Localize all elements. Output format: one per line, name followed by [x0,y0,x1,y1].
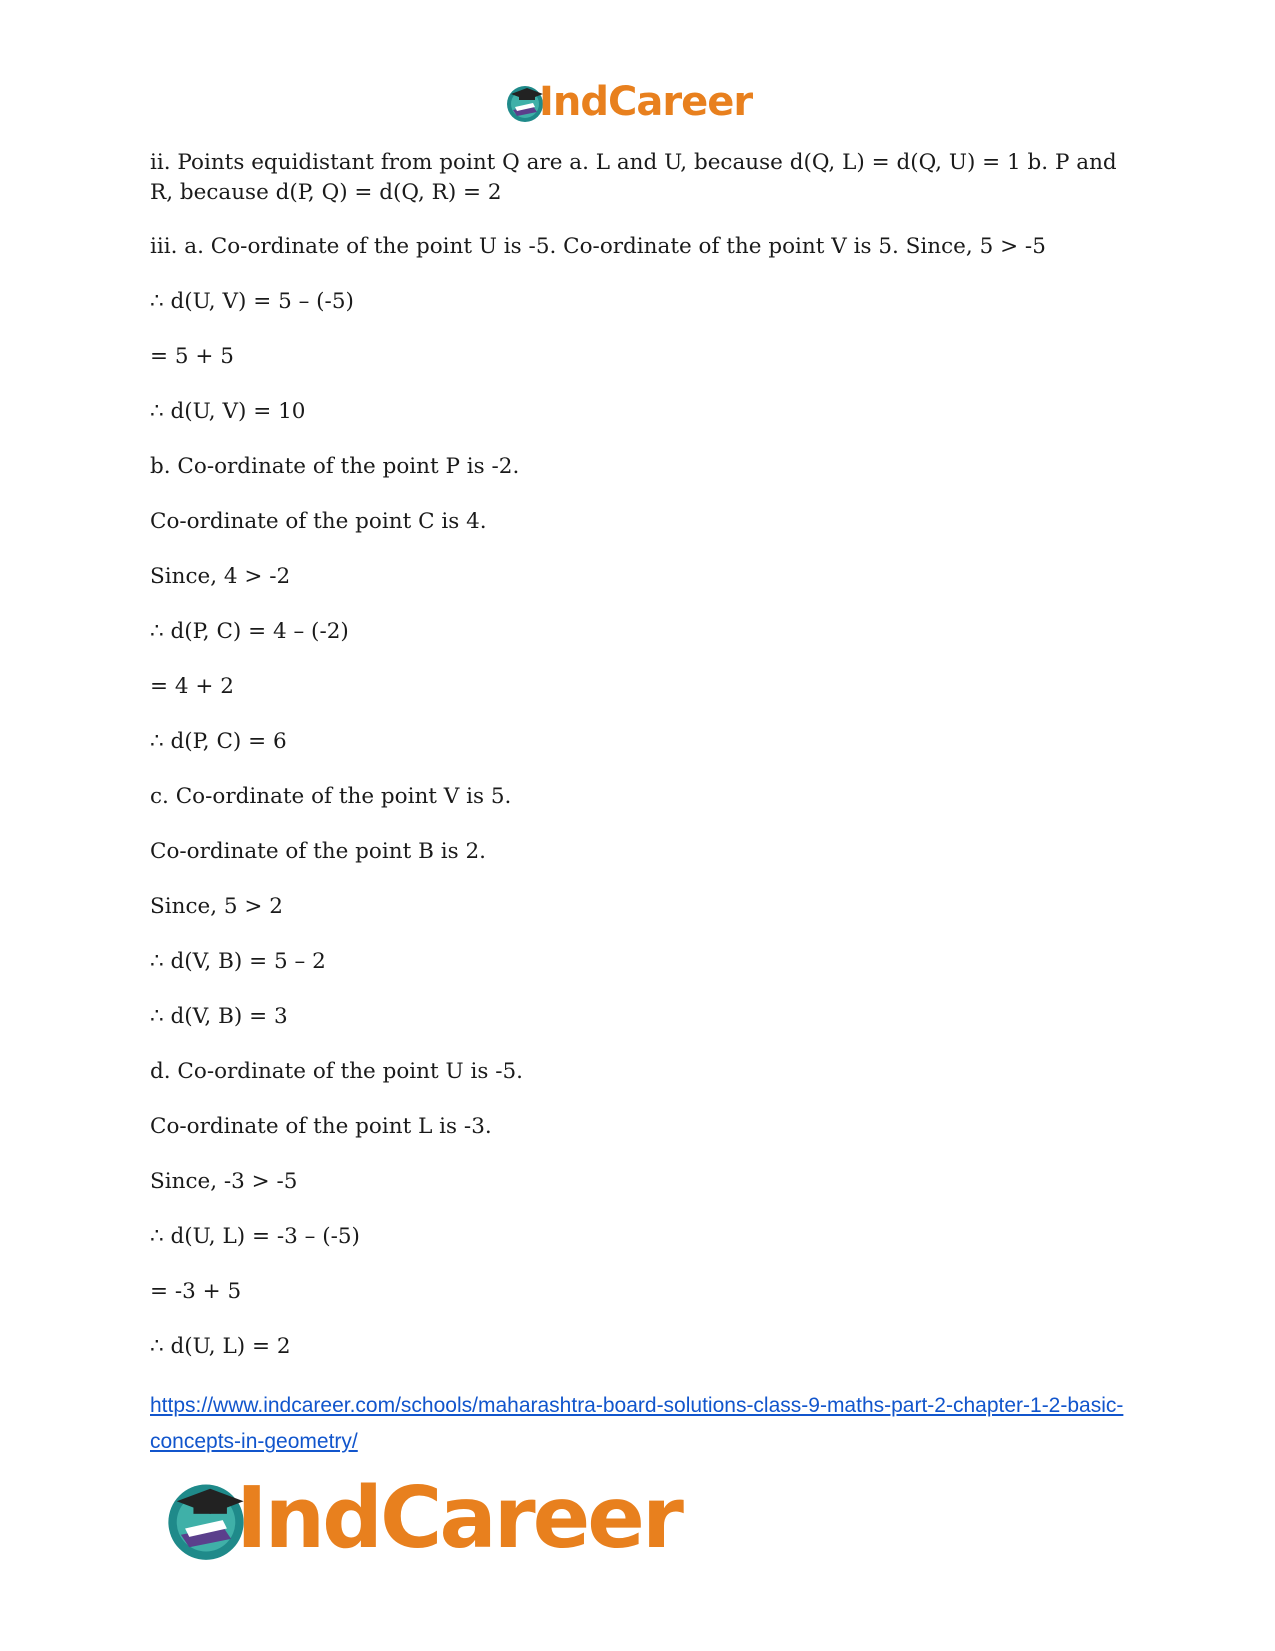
document-body [150,148,1130,1387]
header-logo [503,80,752,124]
text-line: Since, -3 > -5 [150,1169,298,1194]
text-line: b. Co-ordinate of the point P is -2. [150,454,520,479]
text-line: Co-ordinate of the point L is -3. [150,1114,492,1139]
text-line: d. Co-ordinate of the point U is -5. [150,1059,523,1084]
text-line: ∴ d(U, V) = 5 – (-5) [150,289,354,314]
text-line: ∴ d(V, B) = 3 [150,1004,288,1029]
text-line: iii. a. Co-ordinate of the point U is -5. Co-ordinate of the point V is 5. Since, 5 > -5 [150,234,1046,259]
text-line: ∴ d(U, V) = 10 [150,399,306,424]
text-line: ∴ d(P, C) = 4 – (-2) [150,619,349,644]
paragraph-ii: ii. Points equidistant from point Q are a. L and U, because d(Q, L) = d(Q, U) = 1 b. P and R, because d(P, Q) = d(Q, R) = 2 [150,150,1117,205]
text-line: c. Co-ordinate of the point V is 5. [150,784,512,809]
footer-logo [160,1468,681,1568]
text-line: ∴ d(V, B) = 5 – 2 [150,949,326,974]
source-url-link[interactable]: https://www.indcareer.com/schools/maharashtra-board-solutions-class-9-maths-part-2-chapter-1-2-basic-concepts-in-geometry/ [150,1394,1124,1453]
logo-wordmark: IndCareer [539,79,753,125]
text-line: Since, 5 > 2 [150,894,283,919]
text-line: Since, 4 > -2 [150,564,291,589]
text-line: ∴ d(U, L) = -3 – (-5) [150,1224,360,1249]
text-line: ∴ d(P, C) = 6 [150,729,287,754]
text-line: Co-ordinate of the point B is 2. [150,839,486,864]
text-line: Co-ordinate of the point C is 4. [150,509,487,534]
text-line: = 4 + 2 [150,674,234,699]
text-line: = -3 + 5 [150,1279,242,1304]
text-line: ∴ d(U, L) = 2 [150,1334,291,1359]
text-line: = 5 + 5 [150,344,234,369]
logo-wordmark: IndCareer [236,1468,681,1568]
